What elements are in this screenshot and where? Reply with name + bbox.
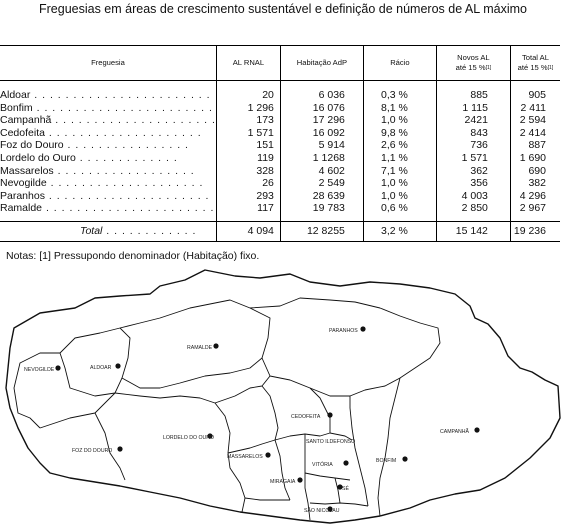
row-racio: 1,0 % [363, 190, 436, 203]
row-habitacao: 28 639 [280, 190, 363, 203]
row-total-al: 2 594 [510, 114, 560, 127]
row-freguesia-name: Foz do Douro [0, 139, 64, 152]
table-notes: Notas: [1] Pressupondo denominador (Habitação) fixo. [6, 250, 260, 262]
row-leader-dots: . . . . . . . . . . . . . . . . . . . . [44, 126, 202, 139]
header-freguesia: Freguesia [0, 46, 216, 81]
row-al-rnal: 26 [216, 177, 280, 190]
row-total-al: 4 296 [510, 190, 560, 203]
row-novos-al: 356 [436, 177, 510, 190]
label-massarelos: MASSARELOS [227, 454, 263, 460]
row-freguesia-cell [0, 81, 216, 102]
dot-paranhos [360, 326, 365, 331]
total-label: Total [80, 224, 103, 237]
row-freguesia-cell [0, 190, 216, 203]
row-habitacao: 19 783 [280, 202, 363, 215]
label-paranhos: PARANHOS [329, 328, 358, 334]
row-leader-dots: . . . . . . . . . . . . . . . . . . . . . . . [32, 101, 213, 114]
label-vitoria: VITÓRIA [312, 462, 333, 468]
row-freguesia-name: Campanhã [0, 114, 52, 127]
label-nevogilde: NEVOGILDE [24, 367, 55, 373]
header-total-al-note: [1] [547, 65, 554, 71]
label-miragaia: MIRAGAIA [270, 479, 296, 485]
row-al-rnal: 1 296 [216, 102, 280, 115]
header-novos-al-line1: Novos AL [457, 53, 490, 62]
table-row [0, 165, 560, 178]
row-habitacao: 6 036 [280, 81, 363, 102]
row-racio: 0,3 % [363, 81, 436, 102]
dot-nevogilde [55, 365, 60, 370]
total-label-cell [0, 221, 216, 241]
row-habitacao: 4 602 [280, 165, 363, 178]
row-novos-al: 2421 [436, 114, 510, 127]
row-novos-al: 2 850 [436, 202, 510, 215]
row-novos-al: 1 115 [436, 102, 510, 115]
row-racio: 8,1 % [363, 102, 436, 115]
freguesias-table [0, 45, 560, 242]
row-total-al: 690 [510, 165, 560, 178]
dot-bonfim [402, 456, 407, 461]
row-freguesia-name: Bonfim [0, 101, 33, 114]
table-body [0, 81, 560, 242]
row-al-rnal: 1 571 [216, 127, 280, 140]
parish-borders [14, 298, 440, 520]
header-novos-al-note: [1] [485, 65, 492, 71]
row-freguesia-cell [0, 177, 216, 190]
header-total-al-line1: Total AL [521, 53, 549, 62]
header-racio: Rácio [363, 46, 436, 81]
total-leader-dots: . . . . . . . . . . . . [102, 224, 197, 237]
row-leader-dots: . . . . . . . . . . . . . . . . . . [53, 164, 195, 177]
row-al-rnal: 293 [216, 190, 280, 203]
row-racio: 1,0 % [363, 177, 436, 190]
table-row [0, 202, 560, 215]
row-total-al: 382 [510, 177, 560, 190]
row-freguesia-cell [0, 139, 216, 152]
row-freguesia-cell [0, 202, 216, 215]
parish-seat-dots [55, 326, 479, 511]
label-foz-do-douro: FOZ DO DOURO [72, 448, 113, 454]
row-habitacao: 2 549 [280, 177, 363, 190]
row-freguesia-name: Massarelos [0, 164, 54, 177]
row-total-al: 2 414 [510, 127, 560, 140]
row-habitacao: 16 076 [280, 102, 363, 115]
label-sao-nicolau: SÃO NICOLAU [304, 508, 340, 514]
row-freguesia-cell [0, 152, 216, 165]
label-ramalde: RAMALDE [187, 345, 213, 351]
row-novos-al: 1 571 [436, 152, 510, 165]
table-row [0, 152, 560, 165]
dot-miragaia [297, 477, 302, 482]
row-leader-dots: . . . . . . . . . . . . . . . . . . . . [46, 177, 204, 190]
label-lordelo-do-ouro: LORDELO DO OURO [163, 435, 215, 441]
row-total-al: 905 [510, 81, 560, 102]
total-racio: 3,2 % [363, 221, 436, 241]
row-novos-al: 4 003 [436, 190, 510, 203]
header-habitacao: Habitação AdP [280, 46, 363, 81]
table-row [0, 139, 560, 152]
row-total-al: 2 967 [510, 202, 560, 215]
parish-labels [24, 328, 470, 514]
row-total-al: 887 [510, 139, 560, 152]
row-total-al: 1 690 [510, 152, 560, 165]
row-leader-dots: . . . . . . . . . . . . . . . . . . . . . . [42, 202, 215, 215]
row-habitacao: 1 1268 [280, 152, 363, 165]
row-novos-al: 843 [436, 127, 510, 140]
table-total-row [0, 221, 560, 241]
table-row [0, 177, 560, 190]
label-cedofeita: CEDOFEITA [291, 414, 321, 420]
dot-vitoria [343, 460, 348, 465]
header-novos-al [436, 46, 510, 81]
row-leader-dots: . . . . . . . . . . . . . . . . . . . . . [44, 189, 210, 202]
row-racio: 1,1 % [363, 152, 436, 165]
row-leader-dots: . . . . . . . . . . . . . . . . [63, 139, 189, 152]
label-campanha: CAMPANHÃ [440, 429, 470, 435]
row-al-rnal: 117 [216, 202, 280, 215]
header-al-rnal: AL RNAL [216, 46, 280, 81]
total-novos-al: 15 142 [436, 221, 510, 241]
row-freguesia-name: Lordelo do Ouro [0, 151, 76, 164]
row-leader-dots: . . . . . . . . . . . . . . . . . . . . . [51, 114, 216, 127]
table-row [0, 102, 560, 115]
total-al-rnal: 4 094 [216, 221, 280, 241]
row-leader-dots: . . . . . . . . . . . . . [75, 151, 178, 164]
row-freguesia-cell [0, 127, 216, 140]
row-racio: 2,6 % [363, 139, 436, 152]
table-row [0, 114, 560, 127]
table-row [0, 81, 560, 102]
row-freguesia-name: Ramalde [0, 202, 43, 215]
row-racio: 9,8 % [363, 127, 436, 140]
table-header-row [0, 46, 560, 81]
row-freguesia-name: Aldoar [0, 89, 31, 101]
row-freguesia-name: Nevogilde [0, 177, 47, 190]
header-total-al-line2: até 15 % [517, 63, 548, 72]
row-al-rnal: 328 [216, 165, 280, 178]
row-habitacao: 5 914 [280, 139, 363, 152]
dot-aldoar [115, 363, 120, 368]
row-novos-al: 885 [436, 81, 510, 102]
dot-ramalde [213, 343, 218, 348]
document-title: Freguesias em áreas de crescimento sustentável e definição de números de AL máximo [39, 2, 527, 16]
row-habitacao: 16 092 [280, 127, 363, 140]
row-freguesia-cell [0, 114, 216, 127]
row-total-al: 2 411 [510, 102, 560, 115]
dot-cedofeita [327, 412, 332, 417]
label-bonfim: BONFIM [376, 458, 397, 464]
table-row [0, 190, 560, 203]
row-al-rnal: 151 [216, 139, 280, 152]
row-freguesia-cell [0, 102, 216, 115]
row-racio: 1,0 % [363, 114, 436, 127]
total-total-al: 19 236 [510, 221, 560, 241]
row-leader-dots: . . . . . . . . . . . . . . . . . . . . . . . [30, 89, 211, 101]
row-al-rnal: 20 [216, 81, 280, 102]
header-novos-al-line2: até 15 % [455, 63, 486, 72]
row-novos-al: 362 [436, 165, 510, 178]
row-racio: 0,6 % [363, 202, 436, 215]
map-outline [6, 270, 560, 523]
row-freguesia-name: Paranhos [0, 189, 45, 202]
header-total-al [510, 46, 560, 81]
row-novos-al: 736 [436, 139, 510, 152]
total-habitacao: 12 8255 [280, 221, 363, 241]
label-se: SÉ [342, 486, 349, 492]
row-al-rnal: 119 [216, 152, 280, 165]
dot-campanha [474, 427, 479, 432]
row-al-rnal: 173 [216, 114, 280, 127]
label-aldoar: ALDOAR [90, 365, 112, 371]
label-santo-ildefonso: SANTO ILDEFONSO [306, 439, 356, 445]
dot-massarelos [265, 452, 270, 457]
table-row [0, 127, 560, 140]
row-freguesia-cell [0, 165, 216, 178]
row-habitacao: 17 296 [280, 114, 363, 127]
row-racio: 7,1 % [363, 165, 436, 178]
row-freguesia-name: Cedofeita [0, 126, 45, 139]
dot-foz-do-douro [117, 446, 122, 451]
parishes-map [0, 268, 566, 527]
